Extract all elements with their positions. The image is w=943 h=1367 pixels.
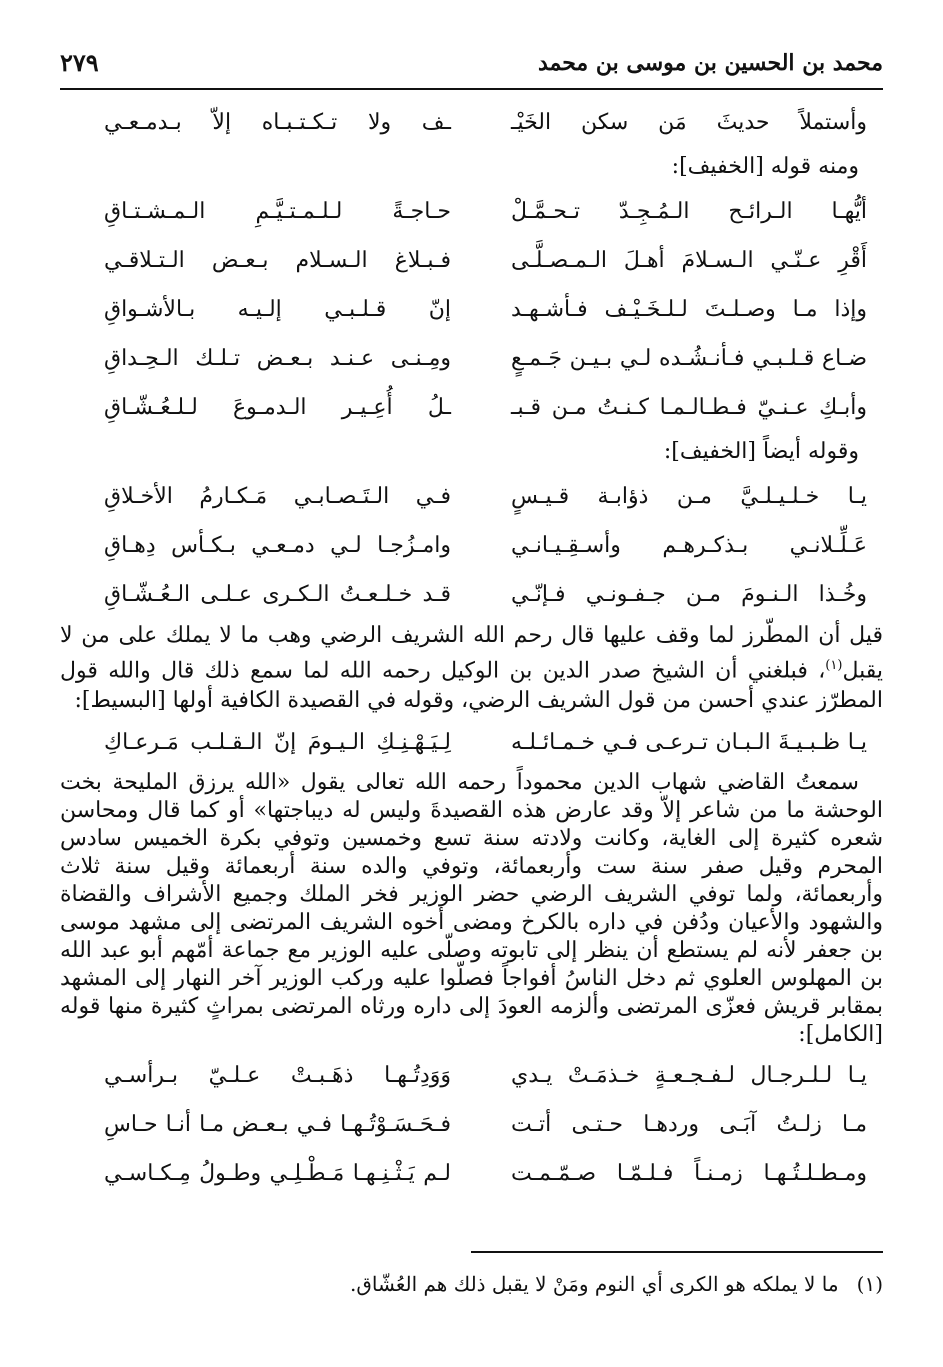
footnote-divider	[471, 1251, 883, 1253]
verse-line	[60, 472, 883, 521]
prose-text: قيل أن المطّرز لما وقف عليها قال رحم الله الشريف الرضي وهب ما لا يملك على من لا يقبل	[60, 623, 883, 684]
verse-line	[60, 521, 883, 570]
verse-second-hemistich: ومِـنـى عـنـد بـعـض تـلـك الـحِـداقِ	[104, 345, 451, 371]
verse-line	[60, 1051, 883, 1100]
verse-first-hemistich: مـا زلـتُ آبَـى وردهـا حـتـى أتـت	[511, 1111, 867, 1137]
verse-line	[60, 285, 883, 334]
prose-paragraph	[60, 621, 883, 716]
verse-first-hemistich: يـا لـلـرجـال لـفـجـعـةٍ خـذمَـتْ يـدي	[511, 1062, 867, 1088]
verse-second-hemistich: ـلُ أُعِـيـر الـدمـوعَ لـلـعُـشّـاقِ	[104, 394, 451, 420]
verse-first-hemistich: وأبـكِ عـنـيّ فـطـالـمـا كـنـتُ مـن قـبـ	[511, 394, 867, 420]
verse-first-hemistich: ومـطـلـتُـهـا زمـنـاً فـلـمّـا صـمّـمـت	[511, 1160, 867, 1186]
verse-second-hemistich: قـد خـلـعـتُ الـكـرى عـلـى الـعُـشّـاقِ	[104, 581, 451, 607]
verse-first-hemistich: يـا خـلـيـلـيَّ مـن ذؤابـة قـيـسٍ	[511, 483, 867, 509]
verse-line	[60, 236, 883, 285]
footnote-text: ما لا يملكه هو الكرى أي النوم ومَنْ لا يقبل ذلك هم العُشّاق.	[350, 1272, 839, 1296]
verse-second-hemistich: لِـيَـهْـنِـكِ الـيـومَ إنّ الـقـلـب مَـرعـاكِ	[104, 729, 451, 755]
verse-second-hemistich: فـي الـتَـصـابـي مَـكـارمُ الأخـلاقِ	[104, 483, 451, 509]
verse-line	[60, 718, 883, 767]
verse-second-hemistich: لـم يَـثْـنِـهـا مَـطْـلِـي وطـولُ مِـكـاسـي	[104, 1160, 451, 1186]
verse-second-hemistich: إنّ قـلـبـي إلـيـه بـالأشـواقِ	[104, 296, 451, 322]
prose-paragraph: سمعتُ القاضي شهاب الدين محموداً رحمه الله تعالى يقول «الله يرزق المليحة بخت الوحشة ما من شاعر إلاّ وقد عارض هذه القصيدةَ وليس له ديباجتها» أو كما قال ومحاسن شعره كثيرة إلى الغاية، وكانت ولادته سنة تسع وخمسين وتوفي بكرة الخميس سادس المحرم وقيل صفر سنة ست وأربعمائة، وتوفي والده سنة أربعمائة وقيل سنة ثلاث وأربعمائة، ولما توفي الشريف الرضي حضر الوزير فخر الملك وجميع الأشراف والقضاة والشهود والأعيان ودُفن في داره بالكرخ ومضى أخوه الشريف المرتضى إلى مشهد موسى بن جعفر لأنه لم يستطع أن ينظر إلى تابوته وصلّى عليه الوزير مع جماعة أمّهم أبو عبد الله بن المهلوس العلوي ثم دخل الناسُ أفواجاً فصلّوا عليه وركب الوزير آخر النهار إلى المشهد بمقابر قريش فعزّى المرتضى وألزمه العودَ إلى داره ورثاه المرتضى بمراثٍ كثيرة منها قوله [الكامل]:	[60, 770, 883, 1048]
footnote	[60, 1270, 883, 1298]
footnote-number: (١)	[856, 1272, 883, 1296]
verse-first-hemistich: وإذا مـا وصـلـتَ لـلـخَـيْـف فـأشـهـد	[511, 296, 867, 322]
verse-first-hemistich: وأستملاً حديثَ مَن سكن الخَيْـ	[511, 109, 867, 135]
poem-intro: ومنه قوله [الخفيف]:	[671, 154, 859, 179]
verse-first-hemistich: يـا ظـبـيـةَ الـبـان تـرعـى فـي خـمـائـلـه	[511, 729, 867, 755]
verse-line	[60, 334, 883, 383]
verse-first-hemistich: أَقْرِ عـنّـي الـسـلامَ أهـلَ الـمـصـلَّـى	[511, 247, 867, 273]
verse-second-hemistich: فـبـلاغ الـسـلام بـعـض الـتـلاقـي	[104, 247, 451, 273]
verse-line	[60, 98, 883, 147]
prose-text: ، فبلغني أن الشيخ صدر الدين بن الوكيل رحمه الله لما سمع ذلك قال والله قول المطرّز عندي أحسن من قول الشريف الرضي، وقوله في القصيدة الكافية أولها [البسيط]:	[60, 658, 883, 714]
page-number: ٢٧٩	[60, 48, 99, 77]
verse-line	[60, 187, 883, 236]
verse-second-hemistich: ـف ولا تـكـتـبـاه إلاّ بـدمـعـي	[104, 109, 451, 135]
verse-first-hemistich: ضـاع قـلـبـي فـأنـشُـده لـي بـيـن جَـمـعٍ	[511, 345, 867, 371]
main-text	[60, 98, 883, 1198]
verse-second-hemistich: حـاجـةً لـلـمـتـيَّـمِ الـمـشـتـاقِ	[104, 198, 451, 224]
verse-second-hemistich: وَوَدِتُـهـا ذهَـبـتْ عـلـيّ بـرأسـي	[104, 1062, 451, 1088]
verse-first-hemistich: وخُـذا الـنـومَ مـن جـفـونـي فـإنّـي	[511, 581, 867, 607]
verse-line	[60, 383, 883, 432]
poem-intro: وقوله أيضاً [الخفيف]:	[663, 439, 859, 464]
verse-second-hemistich: وامـزُجـا لـي دمـعـي بـكـأس دِهـاقِ	[104, 532, 451, 558]
verse-second-hemistich: فـحَـسَـوْتُـهـا فـي بـعـض مـا أنـا حـاسِ	[104, 1111, 451, 1137]
verse-first-hemistich: عَـلِّـلانـي بـذكـرهـم وأسـقِـيـانـي	[511, 532, 867, 558]
verse-line	[60, 570, 883, 619]
verse-line	[60, 1149, 883, 1198]
verse-first-hemistich: أيُّهـا الـرائـح الـمُـجِـدّ تـحـمَّـلْ	[511, 198, 867, 224]
footnote-reference[interactable]: (١)	[825, 658, 843, 673]
verse-line	[60, 1100, 883, 1149]
running-header	[60, 42, 883, 90]
running-title: محمد بن الحسين بن موسى بن محمد	[537, 50, 883, 76]
